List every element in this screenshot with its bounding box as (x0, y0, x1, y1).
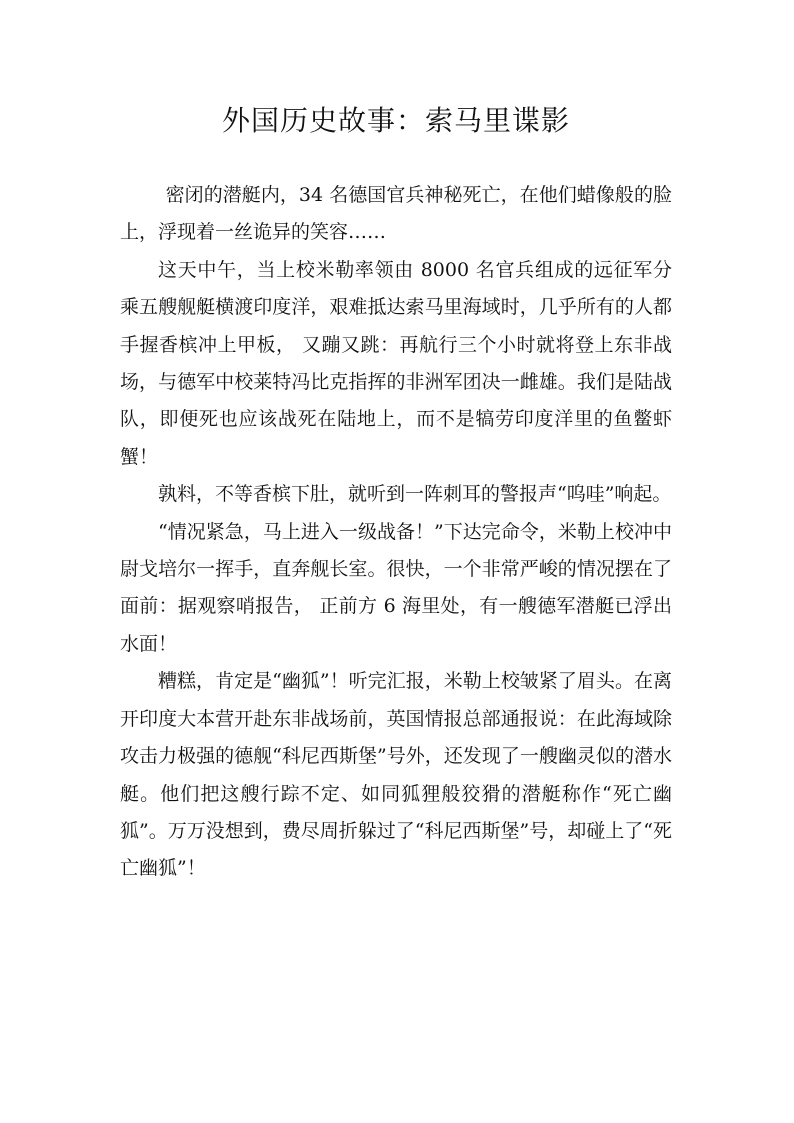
paragraph-2: 这天中午，当上校米勒率领由 8000 名官兵组成的远征军分乘五艘舰艇横渡印度洋，艰难抵达索马里海域时，几乎所有的人都手握香槟冲上甲板， 又蹦又跳：再航行三个小时就将登上东非战场，与德军中校莱特冯比克指挥的非洲军团决一雌雄。我们是陆战队，即便死也应该战死在陆地上，而不是犒劳印度洋里的鱼鳖虾蟹！ (120, 258, 672, 468)
paragraph-4: “情况紧急，马上进入一级战备！”下达完命令，米勒上校冲中尉戈培尔一挥手，直奔舰长室。很快，一个非常严峻的情况摆在了面前：据观察哨报告， 正前方 6 海里处，有一艘德军潜艇已浮出水面！ (120, 520, 672, 655)
document-body (120, 177, 672, 888)
paragraph-5: 糟糕，肯定是“幽狐”！听完汇报，米勒上校皱紧了眉头。在离开印度大本营开赴东非战场前，英国情报总部通报说：在此海域除攻击力极强的德舰“科尼西斯堡”号外，还发现了一艘幽灵似的潜水艇。他们把这艘行踪不定、如同狐狸般狡猾的潜艇称作“死亡幽狐”。万万没想到，费尽周折躲过了“科尼西斯堡”号，却碰上了“死亡幽狐”！ (120, 670, 672, 880)
document-title: 外国历史故事：索马里谍影 (221, 104, 570, 137)
paragraph-3: 孰料，不等香槟下肚，就听到一阵刺耳的警报声“呜哇”响起。 (158, 483, 672, 506)
paragraph-1: 密闭的潜艇内，34 名德国官兵神秘死亡，在他们蜡像般的脸上，浮现着一丝诡异的笑容…… (120, 184, 672, 244)
